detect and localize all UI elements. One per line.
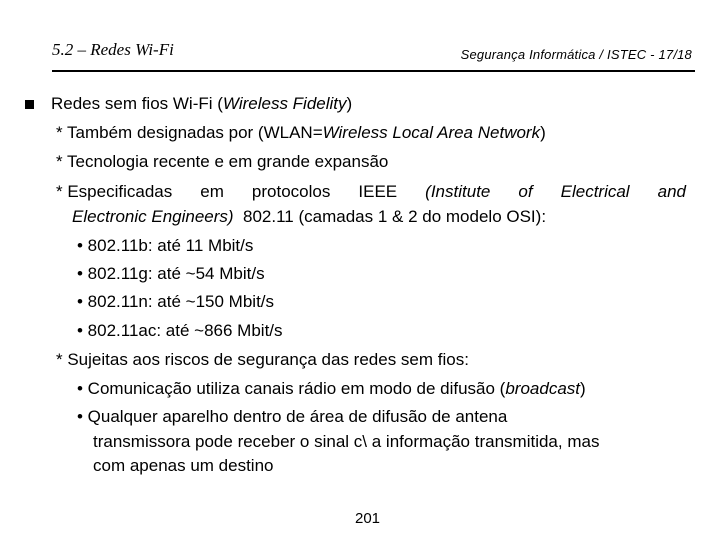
- list-item-justified: [56, 180, 686, 205]
- risk1-italic: broadcast: [505, 379, 581, 398]
- header-divider: [52, 70, 695, 72]
- word: (Institute: [425, 182, 491, 201]
- item1-post: ): [540, 123, 546, 142]
- word: protocolos: [251, 182, 331, 201]
- sub-list-item: • 802.11n: até ~150 Mbit/s: [77, 292, 275, 311]
- risk1-pre: • Comunicação utiliza canais rádio em modo de difusão (: [77, 379, 506, 398]
- sub-list-item: • Qualquer aparelho dentro de área de difusão de antena: [77, 407, 508, 426]
- sub-list-item: • 802.11ac: até ~866 Mbit/s: [77, 321, 283, 340]
- list-item: * Sujeitas aos riscos de segurança das redes sem fios:: [56, 350, 469, 369]
- sub-list-item-continuation: transmissora pode receber o sinal c\ a informação transmitida, mas: [93, 432, 600, 451]
- square-bullet-icon: [25, 100, 34, 109]
- heading-post: ): [346, 94, 353, 113]
- sub-list-item-continuation: com apenas um destino: [93, 456, 274, 475]
- page-number: 201: [355, 510, 381, 527]
- risk1-post: ): [580, 379, 586, 398]
- item1-italic: Wireless Local Area Network: [322, 123, 541, 142]
- item3-italic: Electronic Engineers): [72, 207, 234, 226]
- list-item: * Tecnologia recente e em grande expansão: [56, 152, 389, 171]
- sub-list-item: [77, 377, 586, 402]
- heading-text: [51, 92, 352, 117]
- word: and: [657, 182, 686, 201]
- list-item-continuation: [72, 205, 546, 230]
- word: IEEE: [358, 182, 398, 201]
- item1-pre: * Também designadas por (WLAN=: [56, 123, 323, 142]
- heading-italic: Wireless Fidelity: [222, 94, 347, 113]
- word: em: [200, 182, 224, 201]
- word: Electrical: [560, 182, 630, 201]
- slide-title: 5.2 – Redes Wi-Fi: [52, 40, 174, 59]
- course-info: Segurança Informática / ISTEC - 17/18: [460, 47, 692, 62]
- sub-list-item: • 802.11g: até ~54 Mbit/s: [77, 264, 265, 283]
- sub-list-item: • 802.11b: até 11 Mbit/s: [77, 236, 254, 255]
- item3-post: 802.11 (camadas 1 & 2 do modelo OSI):: [233, 207, 547, 226]
- word: of: [518, 182, 533, 201]
- word: * Especificadas: [56, 182, 173, 201]
- heading-pre: Redes sem fios Wi-Fi (: [51, 94, 223, 113]
- list-item: [56, 121, 546, 146]
